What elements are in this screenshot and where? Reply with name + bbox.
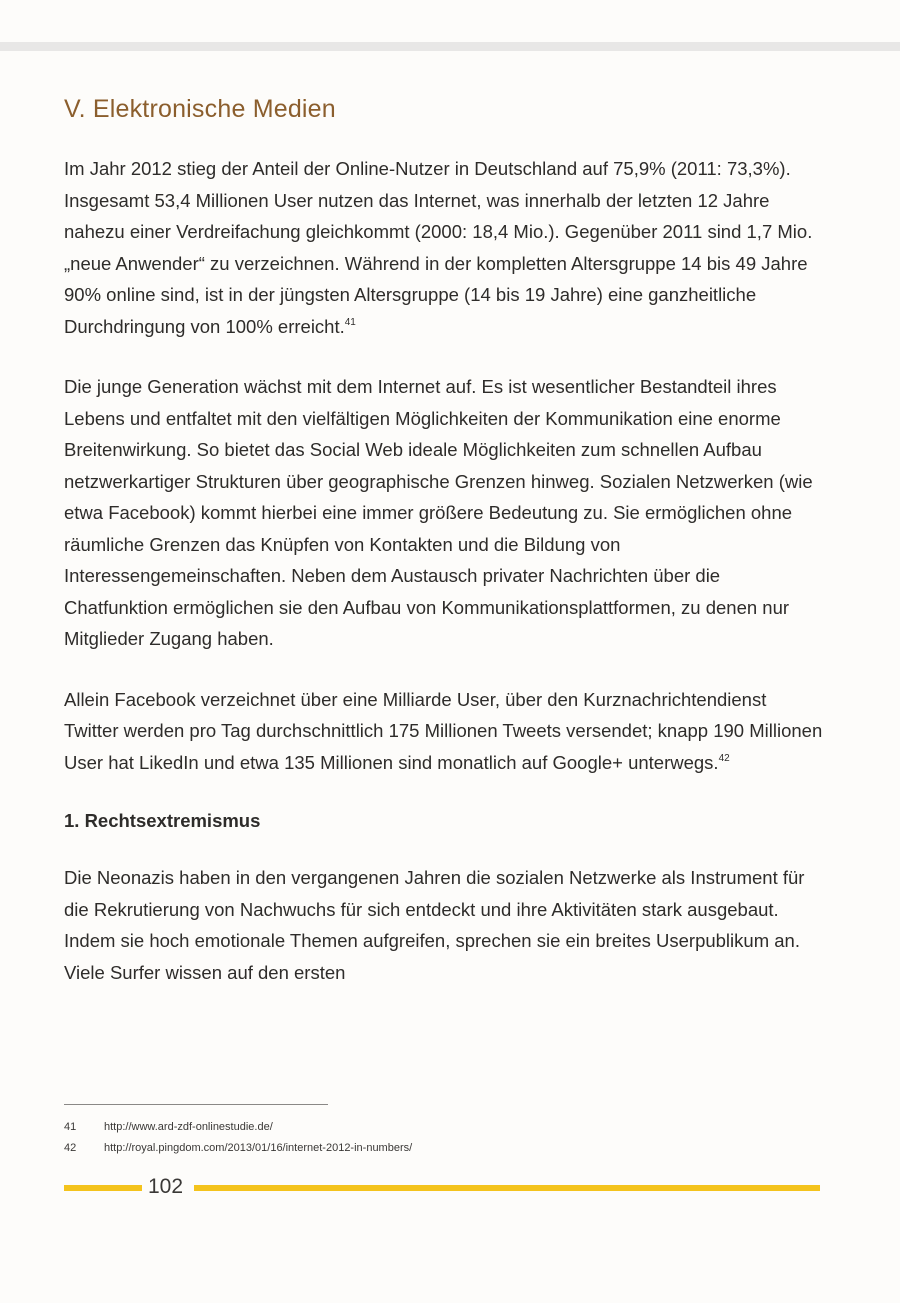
footnotes — [64, 1117, 824, 1159]
footnote-41 — [64, 1117, 824, 1138]
page-footer — [64, 1172, 820, 1202]
paragraph-3 — [64, 684, 824, 779]
footnote-link[interactable]: http://royal.pingdom.com/2013/01/16/internet-2012-in-numbers/ — [104, 1142, 413, 1154]
paragraph-3-text: Allein Facebook verzeichnet über eine Milliarde User, über den Kurznachrichtendienst Twitter werden pro Tag durchschnittlich 175 Millionen Tweets versendet; knapp 190 Millionen User hat LikedIn und etwa 135 Millionen sind monatlich auf Google+ unterwegs. — [64, 688, 823, 773]
paragraph-1 — [64, 153, 824, 342]
chapter-title: V. Elektronische Medien — [64, 95, 336, 123]
paragraph-2: Die junge Generation wächst mit dem Internet auf. Es ist wesentlicher Bestandteil ihres Lebens und entfaltet mit den vielfältigen Möglichkeiten der Kommunikation eine enorme Breitenwirkung. So bietet das Social Web ideale Möglichkeiten zum schnellen Aufbau netzwerkartiger Strukturen über geographische Grenzen hinweg. Sozialen Netzwerken (wie etwa Facebook) kommt hierbei eine immer größere Bedeutung zu. Sie ermöglichen ohne räumliche Grenzen das Knüpfen von Kontakten und die Bildung von Interessengemeinschaften. Neben dem Austausch privater Nachrichten über die Chatfunktion ermöglichen sie den Aufbau von Kommunikationsplattformen, zu denen nur Mitglieder Zugang haben. — [64, 376, 813, 649]
footer-accent-bar-right — [194, 1185, 820, 1191]
footnote-42 — [64, 1138, 824, 1159]
paragraph-1-text: Im Jahr 2012 stieg der Anteil der Online-Nutzer in Deutschland auf 75,9% (2011: 73,3%). Insgesamt 53,4 Millionen User nutzen das Internet, was innerhalb der letzten 12 Jahre nahezu einer Verdreifachung gleichkommt (2000: 18,4 Mio.). Gegenüber 2011 sind 1,7 Mio. „neue Anwender“ zu verzeichnen. Während in der kompletten Altersgruppe 14 bis 49 Jahre 90% online sind, ist in der jüngsten Altersgruppe (14 bis 19 Jahre) eine ganzheitliche Durchdringung von 100% erreicht. — [64, 158, 813, 337]
section-heading: 1. Rechtsextremismus — [64, 810, 261, 831]
page-body — [64, 92, 824, 988]
page-number: 102 — [148, 1175, 184, 1198]
footnote-link[interactable]: http://www.ard-zdf-onlinestudie.de/ — [104, 1121, 273, 1133]
footer-accent-bar-left — [64, 1185, 142, 1191]
footnote-divider — [64, 1104, 328, 1105]
top-divider — [0, 42, 900, 51]
footnote-ref-41[interactable]: 41 — [344, 316, 356, 328]
footnote-ref-42[interactable]: 42 — [718, 752, 730, 764]
paragraph-4: Die Neonazis haben in den vergangenen Jahren die sozialen Netzwerke als Instrument für die Rekrutierung von Nachwuchs für sich entdeckt und ihre Aktivitäten stark ausgebaut. Indem sie hoch emotionale Themen aufgreifen, sprechen sie ein breites Userpublikum an. Viele Surfer wissen auf den ersten — [64, 867, 805, 983]
footnote-number: 42 — [64, 1142, 77, 1154]
footnote-number: 41 — [64, 1121, 77, 1133]
